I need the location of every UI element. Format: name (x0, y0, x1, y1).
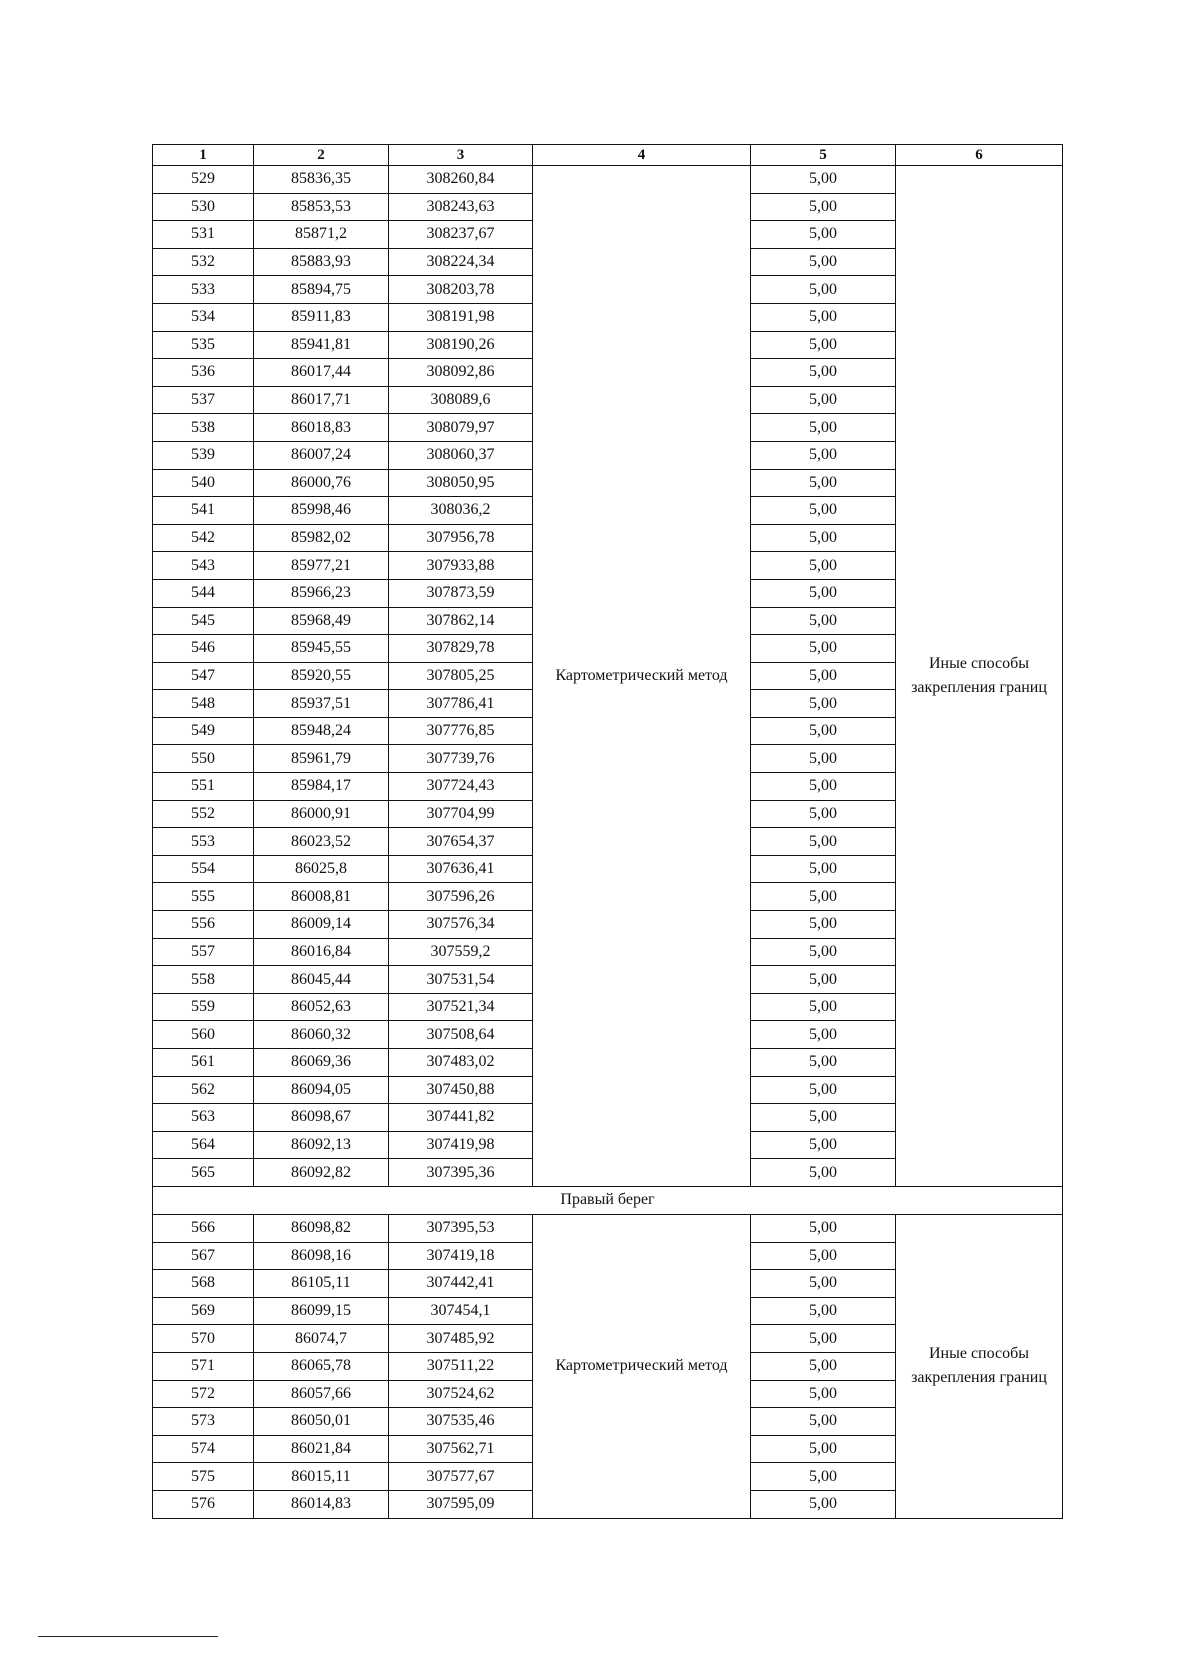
y-coordinate-cell: 308089,6 (389, 386, 533, 414)
fixing-method-cell: Иные способы закрепления границ (896, 1214, 1063, 1518)
y-coordinate-cell: 307724,43 (389, 773, 533, 801)
x-coordinate-cell: 86008,81 (254, 883, 389, 911)
point-number-cell: 549 (153, 717, 254, 745)
point-number-cell: 570 (153, 1325, 254, 1353)
y-coordinate-cell: 308243,63 (389, 193, 533, 221)
x-coordinate-cell: 86094,05 (254, 1076, 389, 1104)
x-coordinate-cell: 86015,11 (254, 1463, 389, 1491)
point-number-cell: 563 (153, 1104, 254, 1132)
accuracy-cell: 5,00 (751, 579, 896, 607)
accuracy-cell: 5,00 (751, 248, 896, 276)
point-number-cell: 542 (153, 524, 254, 552)
coordinates-table (152, 144, 1063, 1519)
point-number-cell: 546 (153, 635, 254, 663)
accuracy-cell: 5,00 (751, 386, 896, 414)
y-coordinate-cell: 307654,37 (389, 828, 533, 856)
y-coordinate-cell: 308060,37 (389, 441, 533, 469)
x-coordinate-cell: 86000,91 (254, 800, 389, 828)
x-coordinate-cell: 85911,83 (254, 303, 389, 331)
point-number-cell: 550 (153, 745, 254, 773)
accuracy-cell: 5,00 (751, 1297, 896, 1325)
x-coordinate-cell: 86098,16 (254, 1242, 389, 1270)
header-row (153, 145, 1063, 166)
y-coordinate-cell: 307933,88 (389, 552, 533, 580)
x-coordinate-cell: 86052,63 (254, 993, 389, 1021)
y-coordinate-cell: 307595,09 (389, 1490, 533, 1518)
footnote-separator (38, 1636, 218, 1637)
method-cell: Картометрический метод (533, 166, 751, 1187)
point-number-cell: 557 (153, 938, 254, 966)
y-coordinate-cell: 307419,18 (389, 1242, 533, 1270)
x-coordinate-cell: 86045,44 (254, 966, 389, 994)
point-number-cell: 551 (153, 773, 254, 801)
point-number-cell: 559 (153, 993, 254, 1021)
y-coordinate-cell: 307450,88 (389, 1076, 533, 1104)
accuracy-cell: 5,00 (751, 966, 896, 994)
point-number-cell: 539 (153, 441, 254, 469)
y-coordinate-cell: 308050,95 (389, 469, 533, 497)
x-coordinate-cell: 85853,53 (254, 193, 389, 221)
accuracy-cell: 5,00 (751, 193, 896, 221)
point-number-cell: 569 (153, 1297, 254, 1325)
x-coordinate-cell: 85977,21 (254, 552, 389, 580)
accuracy-cell: 5,00 (751, 1352, 896, 1380)
y-coordinate-cell: 307636,41 (389, 855, 533, 883)
x-coordinate-cell: 85984,17 (254, 773, 389, 801)
x-coordinate-cell: 86069,36 (254, 1049, 389, 1077)
accuracy-cell: 5,00 (751, 441, 896, 469)
y-coordinate-cell: 308092,86 (389, 359, 533, 387)
point-number-cell: 553 (153, 828, 254, 856)
y-coordinate-cell: 307524,62 (389, 1380, 533, 1408)
point-number-cell: 544 (153, 579, 254, 607)
accuracy-cell: 5,00 (751, 303, 896, 331)
y-coordinate-cell: 307531,54 (389, 966, 533, 994)
y-coordinate-cell: 307441,82 (389, 1104, 533, 1132)
x-coordinate-cell: 86060,32 (254, 1021, 389, 1049)
y-coordinate-cell: 308036,2 (389, 497, 533, 525)
accuracy-cell: 5,00 (751, 773, 896, 801)
y-coordinate-cell: 307395,36 (389, 1159, 533, 1187)
column-header: 4 (533, 145, 751, 166)
x-coordinate-cell: 86092,82 (254, 1159, 389, 1187)
x-coordinate-cell: 86017,71 (254, 386, 389, 414)
y-coordinate-cell: 307829,78 (389, 635, 533, 663)
y-coordinate-cell: 307395,53 (389, 1214, 533, 1242)
accuracy-cell: 5,00 (751, 1131, 896, 1159)
point-number-cell: 540 (153, 469, 254, 497)
point-number-cell: 545 (153, 607, 254, 635)
point-number-cell: 566 (153, 1214, 254, 1242)
accuracy-cell: 5,00 (751, 883, 896, 911)
point-number-cell: 564 (153, 1131, 254, 1159)
accuracy-cell: 5,00 (751, 1049, 896, 1077)
y-coordinate-cell: 307559,2 (389, 938, 533, 966)
column-header: 2 (254, 145, 389, 166)
point-number-cell: 543 (153, 552, 254, 580)
point-number-cell: 538 (153, 414, 254, 442)
accuracy-cell: 5,00 (751, 221, 896, 249)
x-coordinate-cell: 85998,46 (254, 497, 389, 525)
x-coordinate-cell: 85836,35 (254, 166, 389, 194)
x-coordinate-cell: 85961,79 (254, 745, 389, 773)
x-coordinate-cell: 85937,51 (254, 690, 389, 718)
y-coordinate-cell: 308079,97 (389, 414, 533, 442)
point-number-cell: 548 (153, 690, 254, 718)
y-coordinate-cell: 307454,1 (389, 1297, 533, 1325)
point-number-cell: 541 (153, 497, 254, 525)
y-coordinate-cell: 307442,41 (389, 1270, 533, 1298)
y-coordinate-cell: 307535,46 (389, 1408, 533, 1436)
accuracy-cell: 5,00 (751, 745, 896, 773)
fixing-method-cell: Иные способы закрепления границ (896, 166, 1063, 1187)
x-coordinate-cell: 86017,44 (254, 359, 389, 387)
x-coordinate-cell: 86098,67 (254, 1104, 389, 1132)
accuracy-cell: 5,00 (751, 911, 896, 939)
point-number-cell: 571 (153, 1352, 254, 1380)
y-coordinate-cell: 307577,67 (389, 1463, 533, 1491)
x-coordinate-cell: 85982,02 (254, 524, 389, 552)
x-coordinate-cell: 86098,82 (254, 1214, 389, 1242)
accuracy-cell: 5,00 (751, 359, 896, 387)
y-coordinate-cell: 308190,26 (389, 331, 533, 359)
point-number-cell: 565 (153, 1159, 254, 1187)
y-coordinate-cell: 307485,92 (389, 1325, 533, 1353)
x-coordinate-cell: 86050,01 (254, 1408, 389, 1436)
y-coordinate-cell: 307596,26 (389, 883, 533, 911)
accuracy-cell: 5,00 (751, 1159, 896, 1187)
accuracy-cell: 5,00 (751, 166, 896, 194)
accuracy-cell: 5,00 (751, 1490, 896, 1518)
accuracy-cell: 5,00 (751, 331, 896, 359)
accuracy-cell: 5,00 (751, 414, 896, 442)
accuracy-cell: 5,00 (751, 1270, 896, 1298)
column-header: 3 (389, 145, 533, 166)
point-number-cell: 562 (153, 1076, 254, 1104)
accuracy-cell: 5,00 (751, 524, 896, 552)
point-number-cell: 575 (153, 1463, 254, 1491)
accuracy-cell: 5,00 (751, 855, 896, 883)
y-coordinate-cell: 307576,34 (389, 911, 533, 939)
accuracy-cell: 5,00 (751, 607, 896, 635)
y-coordinate-cell: 307562,71 (389, 1435, 533, 1463)
accuracy-cell: 5,00 (751, 1435, 896, 1463)
y-coordinate-cell: 307704,99 (389, 800, 533, 828)
accuracy-cell: 5,00 (751, 690, 896, 718)
y-coordinate-cell: 307739,76 (389, 745, 533, 773)
accuracy-cell: 5,00 (751, 1408, 896, 1436)
accuracy-cell: 5,00 (751, 828, 896, 856)
accuracy-cell: 5,00 (751, 1104, 896, 1132)
accuracy-cell: 5,00 (751, 1242, 896, 1270)
column-header: 6 (896, 145, 1063, 166)
y-coordinate-cell: 307521,34 (389, 993, 533, 1021)
accuracy-cell: 5,00 (751, 1021, 896, 1049)
accuracy-cell: 5,00 (751, 1076, 896, 1104)
x-coordinate-cell: 85945,55 (254, 635, 389, 663)
point-number-cell: 534 (153, 303, 254, 331)
y-coordinate-cell: 307862,14 (389, 607, 533, 635)
y-coordinate-cell: 307786,41 (389, 690, 533, 718)
accuracy-cell: 5,00 (751, 469, 896, 497)
y-coordinate-cell: 307873,59 (389, 579, 533, 607)
point-number-cell: 567 (153, 1242, 254, 1270)
point-number-cell: 554 (153, 855, 254, 883)
point-number-cell: 556 (153, 911, 254, 939)
point-number-cell: 531 (153, 221, 254, 249)
accuracy-cell: 5,00 (751, 1214, 896, 1242)
x-coordinate-cell: 85871,2 (254, 221, 389, 249)
point-number-cell: 568 (153, 1270, 254, 1298)
x-coordinate-cell: 86023,52 (254, 828, 389, 856)
accuracy-cell: 5,00 (751, 717, 896, 745)
accuracy-cell: 5,00 (751, 800, 896, 828)
point-number-cell: 532 (153, 248, 254, 276)
y-coordinate-cell: 308224,34 (389, 248, 533, 276)
y-coordinate-cell: 308260,84 (389, 166, 533, 194)
method-cell: Картометрический метод (533, 1214, 751, 1518)
point-number-cell: 574 (153, 1435, 254, 1463)
y-coordinate-cell: 307776,85 (389, 717, 533, 745)
point-number-cell: 552 (153, 800, 254, 828)
x-coordinate-cell: 86018,83 (254, 414, 389, 442)
x-coordinate-cell: 86021,84 (254, 1435, 389, 1463)
x-coordinate-cell: 86065,78 (254, 1352, 389, 1380)
column-header: 1 (153, 145, 254, 166)
point-number-cell: 560 (153, 1021, 254, 1049)
table-row (153, 166, 1063, 194)
x-coordinate-cell: 86092,13 (254, 1131, 389, 1159)
y-coordinate-cell: 307805,25 (389, 662, 533, 690)
point-number-cell: 533 (153, 276, 254, 304)
accuracy-cell: 5,00 (751, 993, 896, 1021)
point-number-cell: 536 (153, 359, 254, 387)
x-coordinate-cell: 85883,93 (254, 248, 389, 276)
column-header: 5 (751, 145, 896, 166)
x-coordinate-cell: 86014,83 (254, 1490, 389, 1518)
accuracy-cell: 5,00 (751, 635, 896, 663)
y-coordinate-cell: 307508,64 (389, 1021, 533, 1049)
x-coordinate-cell: 86007,24 (254, 441, 389, 469)
x-coordinate-cell: 85894,75 (254, 276, 389, 304)
accuracy-cell: 5,00 (751, 276, 896, 304)
y-coordinate-cell: 307419,98 (389, 1131, 533, 1159)
x-coordinate-cell: 86016,84 (254, 938, 389, 966)
x-coordinate-cell: 86074,7 (254, 1325, 389, 1353)
x-coordinate-cell: 85968,49 (254, 607, 389, 635)
point-number-cell: 537 (153, 386, 254, 414)
y-coordinate-cell: 307511,22 (389, 1352, 533, 1380)
x-coordinate-cell: 86009,14 (254, 911, 389, 939)
point-number-cell: 572 (153, 1380, 254, 1408)
accuracy-cell: 5,00 (751, 662, 896, 690)
x-coordinate-cell: 86057,66 (254, 1380, 389, 1408)
section-row (153, 1186, 1063, 1214)
x-coordinate-cell: 85948,24 (254, 717, 389, 745)
x-coordinate-cell: 85920,55 (254, 662, 389, 690)
table-row (153, 1214, 1063, 1242)
accuracy-cell: 5,00 (751, 552, 896, 580)
x-coordinate-cell: 86000,76 (254, 469, 389, 497)
y-coordinate-cell: 308237,67 (389, 221, 533, 249)
point-number-cell: 558 (153, 966, 254, 994)
point-number-cell: 576 (153, 1490, 254, 1518)
table-body (153, 145, 1063, 1519)
accuracy-cell: 5,00 (751, 1325, 896, 1353)
point-number-cell: 555 (153, 883, 254, 911)
x-coordinate-cell: 86025,8 (254, 855, 389, 883)
y-coordinate-cell: 308203,78 (389, 276, 533, 304)
point-number-cell: 530 (153, 193, 254, 221)
section-title: Правый берег (153, 1186, 1063, 1214)
point-number-cell: 573 (153, 1408, 254, 1436)
point-number-cell: 529 (153, 166, 254, 194)
accuracy-cell: 5,00 (751, 497, 896, 525)
accuracy-cell: 5,00 (751, 938, 896, 966)
x-coordinate-cell: 86105,11 (254, 1270, 389, 1298)
x-coordinate-cell: 85941,81 (254, 331, 389, 359)
y-coordinate-cell: 307483,02 (389, 1049, 533, 1077)
x-coordinate-cell: 85966,23 (254, 579, 389, 607)
y-coordinate-cell: 308191,98 (389, 303, 533, 331)
point-number-cell: 535 (153, 331, 254, 359)
y-coordinate-cell: 307956,78 (389, 524, 533, 552)
x-coordinate-cell: 86099,15 (254, 1297, 389, 1325)
accuracy-cell: 5,00 (751, 1463, 896, 1491)
point-number-cell: 561 (153, 1049, 254, 1077)
accuracy-cell: 5,00 (751, 1380, 896, 1408)
point-number-cell: 547 (153, 662, 254, 690)
